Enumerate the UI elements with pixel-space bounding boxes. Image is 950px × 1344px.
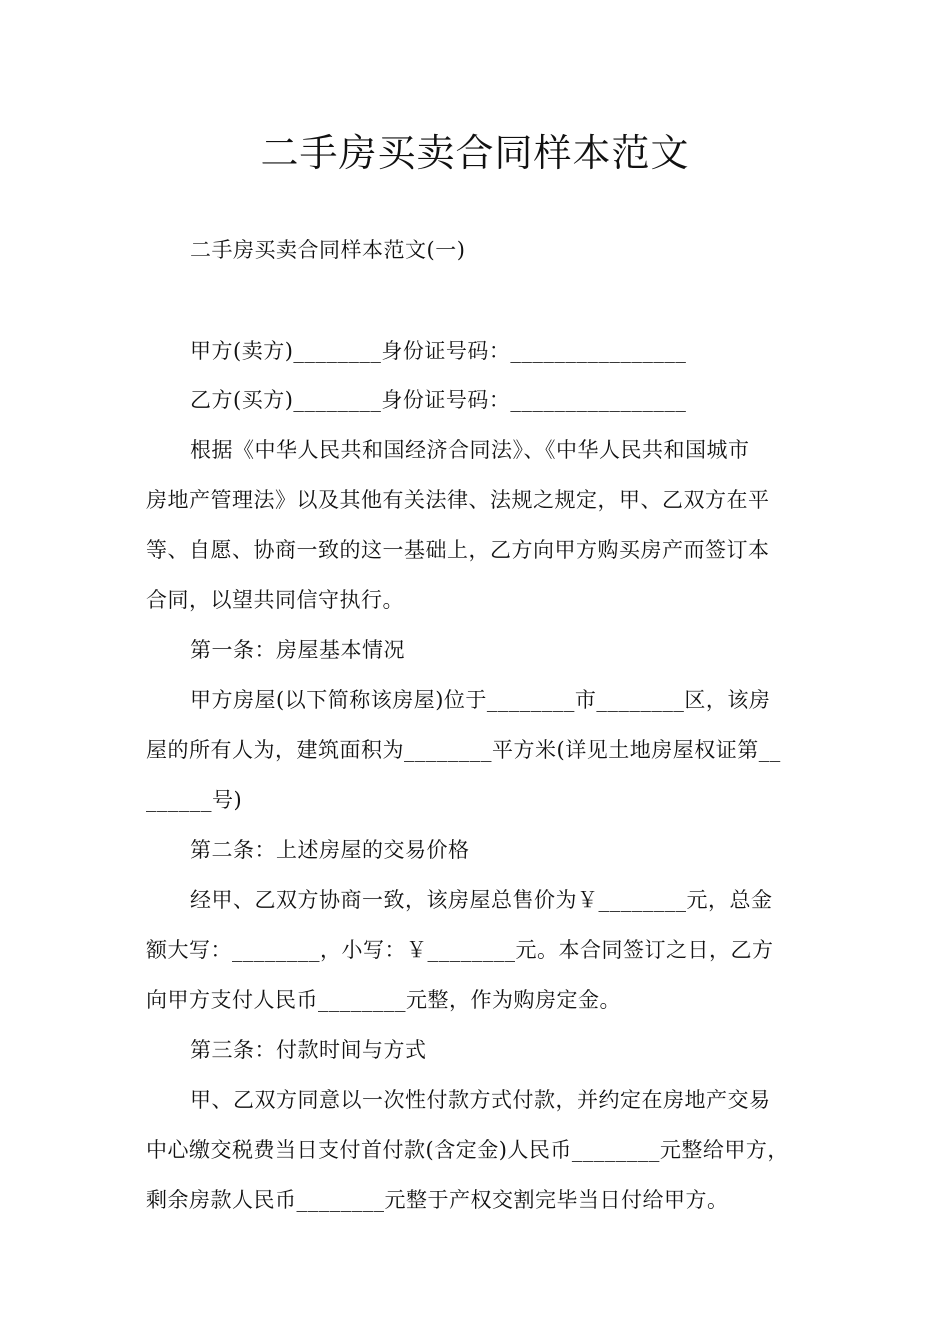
- paragraph-line: 房地产管理法》以及其他有关法律、法规之规定，甲、乙双方在平: [146, 488, 770, 512]
- paragraph-line: 向甲方支付人民币________元整，作为购房定金。: [146, 988, 621, 1012]
- paragraph-line: 甲方房屋(以下简称该房屋)位于________市________区，该房: [190, 688, 771, 712]
- paragraph-line: ______号): [146, 788, 243, 812]
- section-heading: 二手房买卖合同样本范文(一): [190, 238, 466, 262]
- paragraph-line: 屋的所有人为，建筑面积为________平方米(详见土地房屋权证第__: [146, 738, 781, 762]
- paragraph-line: 甲、乙双方同意以一次性付款方式付款，并约定在房地产交易: [190, 1088, 771, 1112]
- party-b-line: 乙方(买方)________身份证号码：________________: [190, 388, 687, 412]
- article-heading: 第一条：房屋基本情况: [190, 638, 405, 662]
- paragraph-line: 中心缴交税费当日支付首付款(含定金)人民币________元整给甲方，: [146, 1138, 789, 1162]
- paragraph-line: 剩余房款人民币________元整于产权交割完毕当日付给甲方。: [146, 1188, 729, 1212]
- paragraph-line: 等、自愿、协商一致的这一基础上，乙方向甲方购买房产而签订本: [146, 538, 770, 562]
- paragraph-line: 根据《中华人民共和国经济合同法》、《中华人民共和国城市: [190, 438, 750, 462]
- document-title: 二手房买卖合同样本范文: [260, 131, 690, 175]
- paragraph-line: 额大写：________，小写：￥________元。本合同签订之日，乙方: [146, 938, 774, 962]
- paragraph-line: 经甲、乙双方协商一致，该房屋总售价为￥________元，总金: [190, 888, 773, 912]
- party-a-line: 甲方(卖方)________身份证号码：________________: [190, 339, 687, 363]
- paragraph-line: 合同，以望共同信守执行。: [146, 588, 404, 612]
- article-heading: 第二条：上述房屋的交易价格: [190, 838, 470, 862]
- article-heading: 第三条：付款时间与方式: [190, 1038, 427, 1062]
